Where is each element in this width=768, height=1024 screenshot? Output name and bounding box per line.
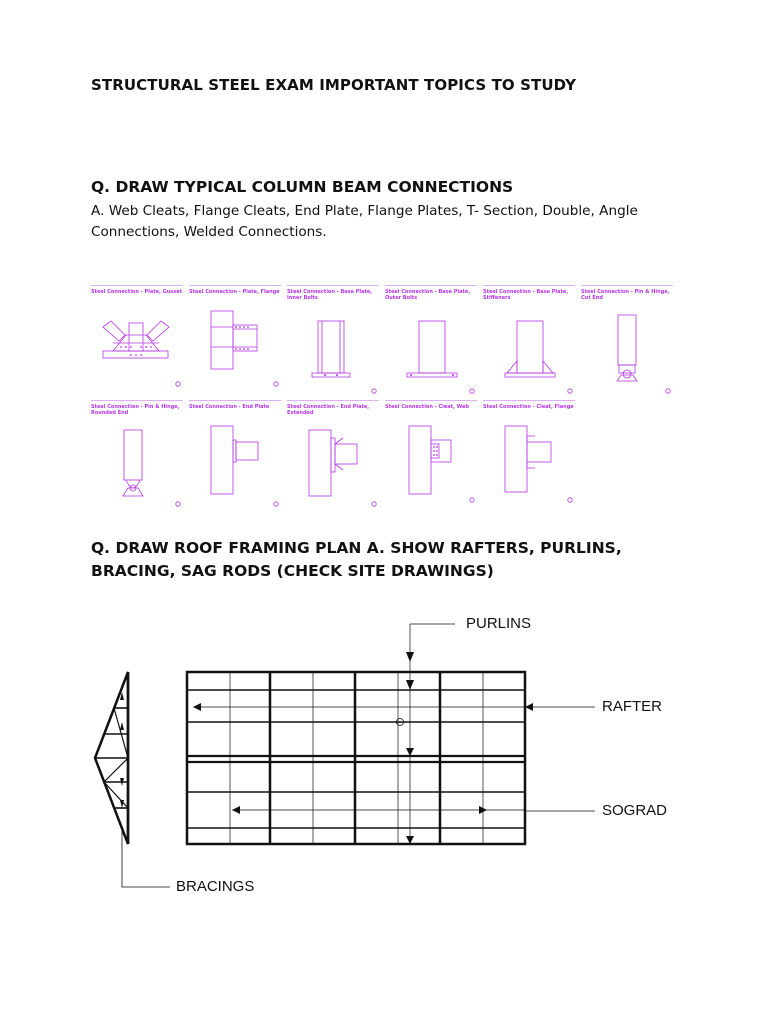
base-plate-inner-bolts-drawing	[287, 285, 382, 395]
purlins-label: PURLINS	[466, 615, 532, 632]
connection-panel	[483, 285, 578, 395]
page-heading: STRUCTURAL STEEL EXAM IMPORTANT TOPICS TO STUDY	[91, 76, 577, 94]
pin-hinge-cut-end-drawing	[581, 285, 676, 395]
connection-panel	[287, 285, 382, 395]
connection-title: Steel Connection - Plate, Gusset	[91, 289, 183, 295]
connection-panel	[189, 400, 284, 510]
web-cleat-drawing	[385, 400, 480, 510]
connection-panel	[91, 400, 186, 510]
connection-panel	[581, 285, 676, 395]
connection-title: Steel Connection - End Plate, Extended	[287, 404, 370, 416]
connection-title: Steel Connection - Cleat, Web	[385, 404, 469, 410]
connection-panel	[91, 285, 186, 395]
flange-plate-drawing	[189, 285, 284, 395]
connection-title: Steel Connection - End Plate	[189, 404, 270, 410]
rafter-label: RAFTER	[602, 698, 662, 715]
base-plate-outer-bolts-drawing	[385, 285, 480, 395]
connection-panel	[189, 285, 284, 395]
connection-title: Steel Connection - Plate, Flange	[189, 289, 280, 295]
connection-title: Steel Connection - Cleat, Flange	[483, 404, 574, 410]
end-plate-drawing	[189, 400, 284, 510]
connection-title: Steel Connection - Base Plate, Stiffeners	[483, 289, 569, 301]
connection-panel	[385, 400, 480, 510]
sograd-label: SOGRAD	[602, 802, 668, 819]
gusset-plate-drawing	[91, 285, 186, 395]
connection-title: Steel Connection - Pin & Hinge, Cut End	[581, 289, 670, 301]
connection-panel	[483, 400, 578, 510]
roof-framing-plan-drawing	[0, 600, 768, 920]
connection-panel	[385, 285, 480, 395]
question-2: Q. DRAW ROOF FRAMING PLAN A. SHOW RAFTERS, PURLINS, BRACING, SAG RODS (CHECK SITE DRAWINGS)	[91, 539, 622, 580]
end-plate-extended-drawing	[287, 400, 382, 510]
connection-panel	[287, 400, 382, 510]
base-plate-stiffeners-drawing	[483, 285, 578, 395]
answer-1: A. Web Cleats, Flange Cleats, End Plate, Flange Plates, T- Section, Double, Angle Connections, Welded Connections.	[91, 203, 638, 240]
connection-title: Steel Connection - Base Plate, Inner Bolts	[287, 289, 373, 301]
connection-title: Steel Connection - Base Plate, Outer Bolts	[385, 289, 471, 301]
connection-title: Steel Connection - Pin & Hinge, Rounded End	[91, 404, 180, 416]
bracings-label: BRACINGS	[176, 878, 255, 895]
question-1: Q. DRAW TYPICAL COLUMN BEAM CONNECTIONS	[91, 178, 514, 196]
pin-hinge-rounded-end-drawing	[91, 400, 186, 510]
flange-cleat-drawing	[483, 400, 578, 510]
